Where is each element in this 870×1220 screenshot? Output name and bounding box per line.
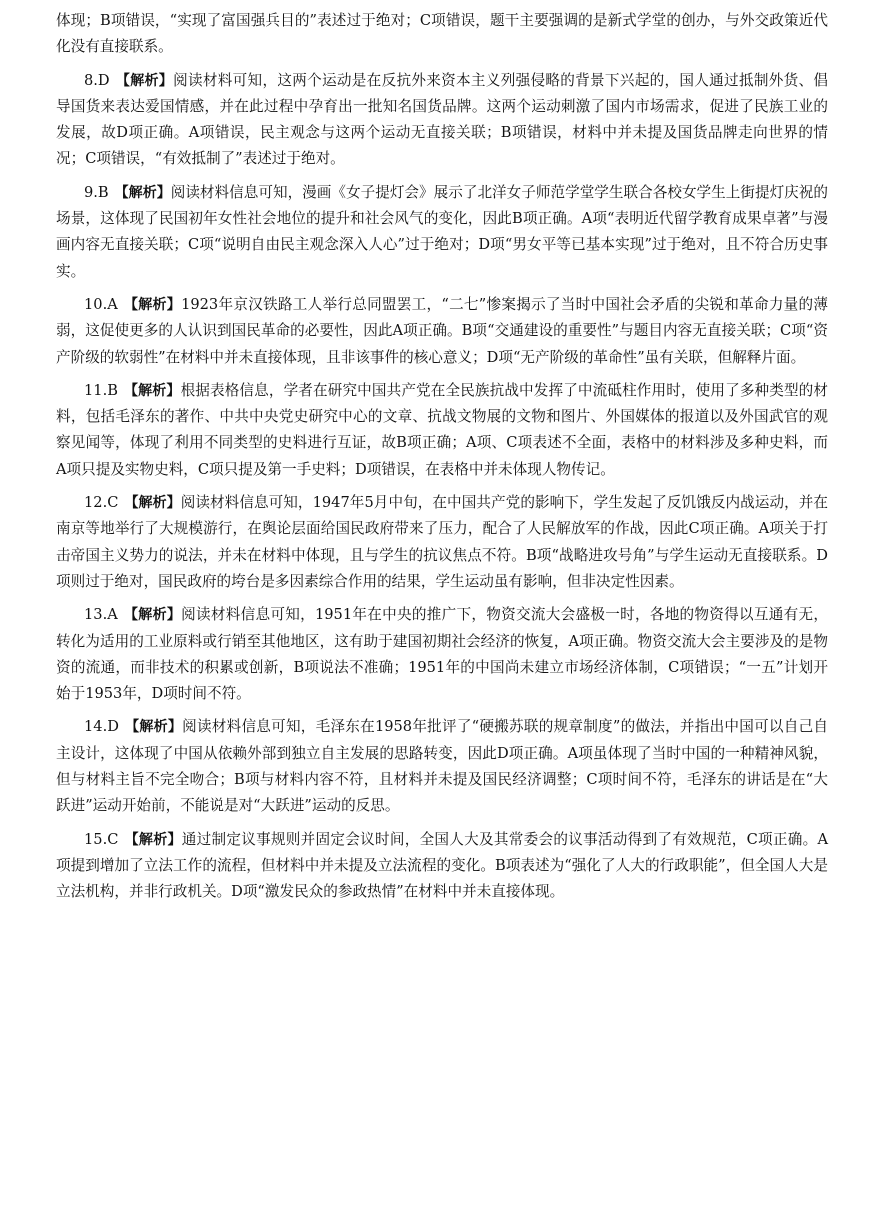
answer-item-10: [56, 292, 828, 371]
analysis-tag: 【解析】: [124, 719, 183, 736]
analysis-tag: 【解析】: [124, 831, 182, 848]
answer-number: 15.C: [84, 830, 119, 848]
continuation-paragraph: 体现；B项错误，“实现了富国强兵目的”表述过于绝对；C项错误，题干主要强调的是新式学堂的创办，与外交政策近代化没有直接联系。: [56, 12, 828, 56]
answer-number: 10.A: [84, 295, 118, 313]
answer-explanation-page: [56, 8, 828, 913]
answer-item-15: [56, 827, 828, 906]
analysis-tag: 【解析】: [123, 296, 182, 313]
analysis-tag: 【解析】: [123, 607, 182, 624]
answer-item-8: [56, 68, 828, 173]
answer-item-14: [56, 714, 828, 819]
analysis-tag: 【解析】: [124, 495, 181, 512]
answer-item-11: [56, 378, 828, 483]
answer-number: 9.B: [84, 183, 109, 201]
answer-text: 根据表格信息，学者在研究中国共产党在全民族抗战中发挥了中流砥柱作用时，使用了多种类型的材料，包括毛泽东的著作、中共中央党史研究中心的文章、抗战文物展的文物和图片、外国媒体的报道以及外国武官的观察见闻等，体现了利用不同类型的史料进行互证，故B项正确；A项、C项表述不全面，表格中的材料涉及多种史料，而A项只提及实物史料，C项只提及第一手史料；D项错误，在表格中并未体现人物传记。: [56, 381, 828, 478]
answer-number: 14.D: [84, 718, 119, 736]
answer-item-13: [56, 602, 828, 707]
answer-text: 1923年京汉铁路工人举行总同盟罢工，“二七”惨案揭示了当时中国社会矛盾的尖锐和革命力量的薄弱，这促使更多的人认识到国民革命的必要性，因此A项正确。B项“交通建设的重要性”与题目内容无直接关联；C项“资产阶级的软弱性”在材料中并未直接体现，且非该事件的核心意义；D项“无产阶级的革命性”虽有关联，但解释片面。: [56, 295, 828, 366]
answer-text: 阅读材料信息可知，1951年在中央的推广下，物资交流大会盛极一时，各地的物资得以互通有无，转化为适用的工业原料或行销至其他地区，这有助于建国初期社会经济的恢复，A项正确。物资交流大会主要涉及的是物资的流通，而非技术的积累或创新，B项说法不准确；1951年的中国尚未建立市场经济体制，C项错误；“一五”计划开始于1953年，D项时间不符。: [56, 606, 828, 703]
answer-text: 阅读材料信息可知，漫画《女子提灯会》展示了北洋女子师范学堂学生联合各校女学生上街提灯庆祝的场景，这体现了民国初年女性社会地位的提升和社会风气的变化，因此B项正确。A项“表明近代留学教育成果卓著”与漫画内容无直接关联；C项“说明自由民主观念深入人心”过于绝对；D项“男女平等已基本实现”过于绝对，且不符合历史事实。: [56, 183, 828, 280]
answer-item-12: [56, 490, 828, 595]
answer-text: 阅读材料可知，这两个运动是在反抗外来资本主义列强侵略的背景下兴起的，国人通过抵制外货、倡导国货来表达爱国情感，并在此过程中孕育出一批知名国货品牌。这两个运动刺激了国内市场需求，促进了民族工业的发展，故D项正确。A项错误，民主观念与这两个运动无直接关联；B项错误，材料中并未提及国货品牌走向世界的情况；C项错误，“有效抵制了”表述过于绝对。: [56, 71, 828, 168]
answer-text: 通过制定议事规则并固定会议时间，全国人大及其常委会的议事活动得到了有效规范，C项正确。A项提到增加了立法工作的流程，但材料中并未提及立法流程的变化。B项表述为“强化了人大的行政职能”，但全国人大是立法机构，并非行政机关。D项“激发民众的参政热情”在材料中并未直接体现。: [56, 830, 829, 901]
analysis-tag: 【解析】: [114, 184, 171, 201]
analysis-tag: 【解析】: [123, 382, 181, 399]
answer-item-9: [56, 180, 828, 285]
analysis-tag: 【解析】: [115, 72, 174, 89]
answer-number: 11.B: [84, 381, 118, 399]
answer-number: 13.A: [84, 606, 118, 624]
answer-number: 8.D: [84, 71, 110, 89]
answer-text: 阅读材料信息可知，毛泽东在1958年批评了“硬搬苏联的规章制度”的做法，并指出中国可以自己自主设计，这体现了中国从依赖外部到独立自主发展的思路转变，因此D项正确。A项虽体现了当时中国的一种精神风貌，但与材料主旨不完全吻合；B项与材料内容不符，且材料并未提及国民经济调整；C项时间不符，毛泽东的讲话是在“大跃进”运动开始前，不能说是对“大跃进”运动的反思。: [56, 718, 828, 815]
answer-number: 12.C: [84, 494, 119, 512]
answer-text: 阅读材料信息可知，1947年5月中旬，在中国共产党的影响下，学生发起了反饥饿反内战运动，并在南京等地举行了大规模游行，在舆论层面给国民政府带来了压力，配合了人民解放军的作战，因此C项正确。A项关于打击帝国主义势力的说法，并未在材料中体现，且与学生的抗议焦点不符。B项“战略进攻号角”与学生运动无直接联系。D项则过于绝对，国民政府的垮台是多因素综合作用的结果，学生运动虽有影响，但非决定性因素。: [56, 494, 829, 590]
